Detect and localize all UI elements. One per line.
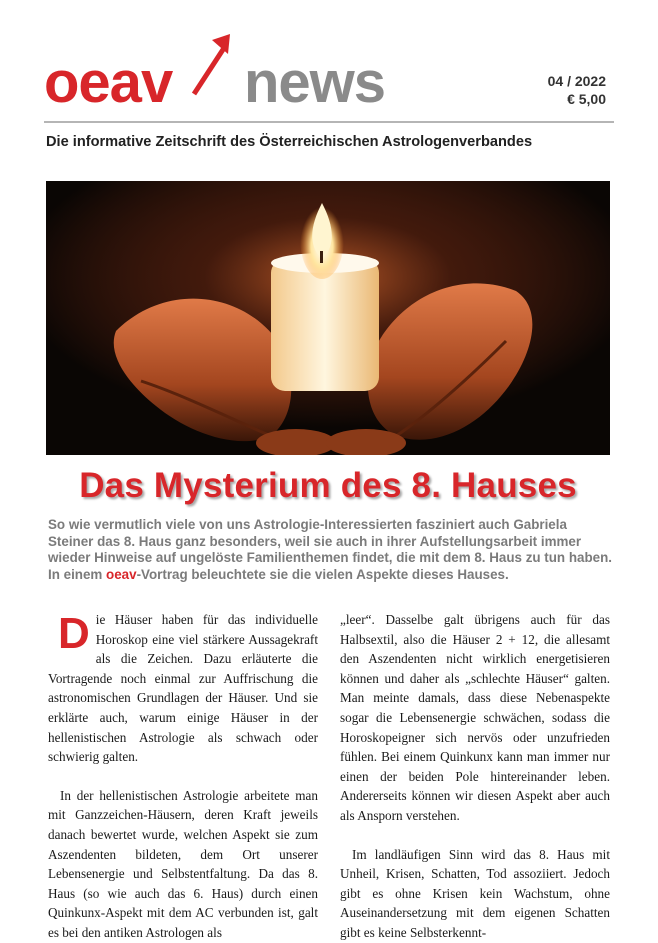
issue-info [548,72,606,108]
paragraph: In der hellenistischen Astrologie arbeitete man mit Ganzzeichen-Häusern, deren Kraft jeweils danach bewertet wurde, welchen Aspekt sie zum Aszendenten bildeten, dem Ort unserer Lebensenergie und Selbstentfaltung. Da das 8. Haus (so wie auch das 6. Haus) durch einen Quinkunx-Aspekt mit dem AC verbunden ist, galt es bei den antiken Astrologen als [48,787,318,940]
issue-number: 04 / 2022 [547,73,606,89]
paragraph: Im landläufigen Sinn wird das 8. Haus mit Unheil, Krisen, Schatten, Tod assoziiert. Jedoch gibt es ohne Krisen kein Wachstum, ohne Auseinandersetzung mit dem eigenen Schatten gibt es keine Selbsterkennt- [340,846,610,940]
article-column-right [340,610,610,943]
paragraph-text: ie Häuser haben für das individuelle Horoskop eine viel stärkere Aussagekraft als die Zeichen. Dazu erläuterte die Vortragende noch einmal zur Auffrischung die astronomischen Grundlagen der Häuser. Und sie erklärte auch, warum einige Häuser in der hellenistischen Astrologie als schwach oder schwierig galten. [48,612,318,765]
issue-price: € 5,00 [567,91,606,107]
article-headline: Das Mysterium des 8. Hauses [79,466,577,505]
lead-brand: oeav [106,566,137,582]
candle-in-hands-photo [46,181,610,455]
hero-image [46,181,610,455]
logo-arrow-icon [194,48,224,94]
masthead-divider [44,121,614,123]
dropcap: D [58,609,90,658]
article-lead [48,517,614,583]
paragraph [48,610,318,767]
logo-oeav-text: oeav [44,50,173,115]
logo-news-text: news [244,50,386,115]
tagline: Die informative Zeitschrift des Österreichischen Astrologenverbandes [46,134,533,150]
paragraph: „leer“. Dasselbe galt übrigens auch für das Halbsextil, also die Häuser 2 + 12, die allesamt den Aszendenten nicht wirklich energetisieren können und daher als „schlechte Häuser“ galten. Man meinte damals, dass diese Nebenaspekte sogar die Lebensenergie schwächen, sodass die Horoskopeigner sich nervös oder unzufrieden fühlen. Bei einem Quinkunx kann man immer nur einen der beiden Pole hintereinander leben. Andererseits können wir diesen Aspekt aber auch als Ansporn verstehen. [340,612,610,823]
oeav-news-logo [44,28,424,114]
lead-text-1: So wie vermutlich viele von uns Astrologie-Interessierten fasziniert auch Gabriela Steiner das 8. Haus ganz besonders, weil sie auch in ihrer Aufstellungsarbeit immer wieder Hinweise auf ungelöste Familienthemen findet, die mit dem 8. Haus zu tun haben. In einem [48,517,612,582]
article-column-left [48,610,318,943]
lead-text-2: -Vortrag beleuchtete sie die vielen Aspekte dieses Hauses. [136,566,509,582]
